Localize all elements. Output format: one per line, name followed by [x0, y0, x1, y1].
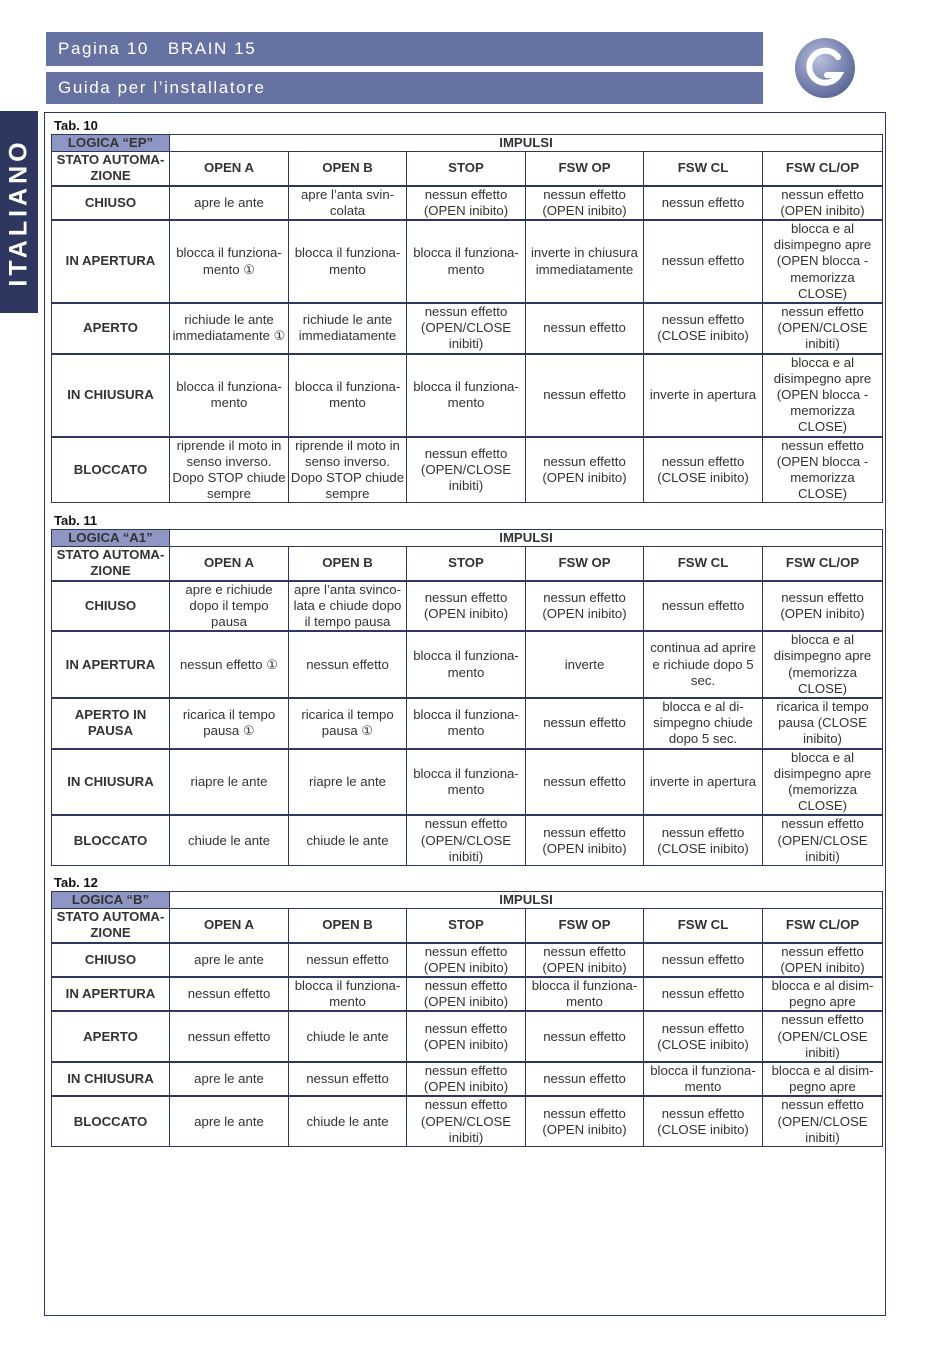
table-cell: nessun effetto: [526, 698, 644, 749]
row-state-label: IN APERTURA: [52, 220, 170, 303]
table-cell: nessun effetto (OPEN/CLOSE inibiti): [407, 1096, 526, 1146]
table-cell: nessun effetto (OPEN inibito): [407, 1062, 526, 1096]
table-cell: blocca e al disimpegno apre (memorizza CLOSE): [763, 631, 883, 698]
table-cell: blocca il funziona-mento: [289, 220, 407, 303]
column-header: OPEN B: [289, 909, 407, 943]
table-cell: riapre le ante: [289, 749, 407, 816]
table-cell: apre le ante: [170, 1062, 289, 1096]
table-cell: nessun effetto (OPEN inibito): [526, 581, 644, 632]
table-cell: blocca il funziona-mento: [407, 698, 526, 749]
table-cell: continua ad aprire e richiude dopo 5 sec.: [644, 631, 763, 698]
table-caption: Tab. 11: [54, 513, 98, 528]
brand-logo-icon: [794, 37, 856, 99]
table-row: [52, 437, 883, 503]
table-cell: inverte in apertura: [644, 354, 763, 437]
column-header: STOP: [407, 909, 526, 943]
table-cell: blocca il funziona-mento: [289, 977, 407, 1011]
language-side-tab: [0, 111, 38, 313]
table-cell: blocca e al disimpegno apre (OPEN blocca - memorizza CLOSE): [763, 220, 883, 303]
table-cell: nessun effetto (OPEN inibito): [526, 186, 644, 220]
table-cell: inverte in chiusura immediatamente: [526, 220, 644, 303]
impulsi-header: IMPULSI: [170, 892, 883, 909]
table-cell: nessun effetto (OPEN inibito): [526, 815, 644, 865]
table-row: [52, 631, 883, 698]
table-cell: blocca il funziona-mento: [289, 354, 407, 437]
language-label: ITALIANO: [4, 137, 33, 287]
table-cell: nessun effetto ①: [170, 631, 289, 698]
table-row: [52, 354, 883, 437]
table-cell: blocca e al disim-pegno apre: [763, 1062, 883, 1096]
table-cell: blocca il funziona-mento: [526, 977, 644, 1011]
table-cell: nessun effetto (OPEN inibito): [763, 186, 883, 220]
table-cell: nessun effetto (OPEN/CLOSE inibiti): [763, 815, 883, 865]
table-cell: blocca il funziona-mento ①: [170, 220, 289, 303]
logic-label: LOGICA “B”: [52, 892, 170, 909]
table-row: [52, 1011, 883, 1062]
document-subtitle: Guida per l’installatore: [58, 78, 266, 97]
column-header: STOP: [407, 152, 526, 186]
table-caption: Tab. 12: [54, 875, 98, 890]
table-cell: nessun effetto: [644, 977, 763, 1011]
table-cell: apre le ante: [170, 943, 289, 977]
row-state-label: BLOCCATO: [52, 437, 170, 503]
table-cell: blocca il funziona-mento: [407, 354, 526, 437]
table-cell: nessun effetto (OPEN inibito): [526, 1096, 644, 1146]
logic-label: LOGICA “EP”: [52, 135, 170, 152]
table-cell: riprende il moto in senso inverso. Dopo STOP chiude sempre: [170, 437, 289, 503]
column-header: STOP: [407, 547, 526, 581]
table-cell: nessun effetto: [526, 749, 644, 816]
state-column-header: STATO AUTOMA-ZIONE: [52, 909, 170, 943]
table-cell: blocca il funziona-mento: [407, 220, 526, 303]
table-cell: nessun effetto: [289, 631, 407, 698]
column-header: FSW CL: [644, 152, 763, 186]
column-header: FSW OP: [526, 152, 644, 186]
table-row: [52, 698, 883, 749]
table-cell: nessun effetto (OPEN inibito): [763, 581, 883, 632]
row-state-label: IN CHIUSURA: [52, 749, 170, 816]
table-cell: nessun effetto: [644, 943, 763, 977]
table-cell: nessun effetto: [526, 303, 644, 354]
row-state-label: IN CHIUSURA: [52, 1062, 170, 1096]
table-cell: apre le ante: [170, 1096, 289, 1146]
row-state-label: CHIUSO: [52, 581, 170, 632]
column-header: OPEN A: [170, 909, 289, 943]
table-cell: inverte: [526, 631, 644, 698]
table-cell: ricarica il tempo pausa (CLOSE inibito): [763, 698, 883, 749]
row-state-label: IN APERTURA: [52, 631, 170, 698]
table-cell: blocca e al di-simpegno chiude dopo 5 sec.: [644, 698, 763, 749]
table-cell: nessun effetto: [644, 186, 763, 220]
logic-table: [51, 891, 883, 1147]
table-cell: nessun effetto (OPEN inibito): [407, 186, 526, 220]
table-cell: nessun effetto (OPEN/CLOSE inibiti): [763, 1096, 883, 1146]
table-row: [52, 220, 883, 303]
row-state-label: CHIUSO: [52, 186, 170, 220]
logic-table: [51, 529, 883, 866]
table-cell: nessun effetto (CLOSE inibito): [644, 815, 763, 865]
column-header: FSW CL: [644, 547, 763, 581]
column-header: OPEN B: [289, 152, 407, 186]
column-header: OPEN A: [170, 152, 289, 186]
table-cell: nessun effetto (OPEN inibito): [526, 943, 644, 977]
table-cell: richiude le ante immediatamente: [289, 303, 407, 354]
column-header: OPEN B: [289, 547, 407, 581]
table-cell: chiude le ante: [289, 1096, 407, 1146]
table-cell: apre l’anta svinco-lata e chiude dopo il tempo pausa: [289, 581, 407, 632]
table-cell: riapre le ante: [170, 749, 289, 816]
table-row: [52, 815, 883, 865]
table-caption: Tab. 10: [54, 118, 98, 133]
table-cell: nessun effetto (OPEN/CLOSE inibiti): [763, 1011, 883, 1062]
column-header: FSW CL/OP: [763, 909, 883, 943]
state-column-header: STATO AUTOMA-ZIONE: [52, 152, 170, 186]
table-row: [52, 943, 883, 977]
table-cell: nessun effetto (CLOSE inibito): [644, 437, 763, 503]
page-label: Pagina 10 BRAIN 15: [58, 39, 257, 58]
table-cell: nessun effetto: [644, 581, 763, 632]
table-row: [52, 186, 883, 220]
table-cell: blocca e al disimpegno apre (memorizza CLOSE): [763, 749, 883, 816]
table-row: [52, 1096, 883, 1146]
table-cell: apre le ante: [170, 186, 289, 220]
table-cell: nessun effetto (OPEN inibito): [763, 943, 883, 977]
column-header: OPEN A: [170, 547, 289, 581]
page-header-bar: [46, 32, 763, 66]
subtitle-bar: [46, 72, 763, 104]
column-header: FSW OP: [526, 547, 644, 581]
table-row: [52, 1062, 883, 1096]
table-cell: nessun effetto (OPEN blocca - memorizza CLOSE): [763, 437, 883, 503]
state-column-header: STATO AUTOMA-ZIONE: [52, 547, 170, 581]
table-cell: apre l’anta svin-colata: [289, 186, 407, 220]
table-cell: ricarica il tempo pausa ①: [170, 698, 289, 749]
table-cell: nessun effetto: [289, 943, 407, 977]
row-state-label: BLOCCATO: [52, 1096, 170, 1146]
table-cell: nessun effetto: [644, 220, 763, 303]
table-cell: nessun effetto (OPEN inibito): [526, 437, 644, 503]
table-cell: nessun effetto (OPEN inibito): [407, 943, 526, 977]
table-cell: nessun effetto (OPEN inibito): [407, 581, 526, 632]
column-header: FSW CL: [644, 909, 763, 943]
table-cell: nessun effetto: [170, 977, 289, 1011]
impulsi-header: IMPULSI: [170, 530, 883, 547]
table-cell: nessun effetto: [526, 354, 644, 437]
column-header: FSW CL/OP: [763, 152, 883, 186]
table-cell: blocca e al disim-pegno apre: [763, 977, 883, 1011]
table-cell: blocca il funziona-mento: [170, 354, 289, 437]
table-row: [52, 749, 883, 816]
table-cell: inverte in apertura: [644, 749, 763, 816]
table-cell: apre e richiude dopo il tempo pausa: [170, 581, 289, 632]
table-cell: nessun effetto (OPEN/CLOSE inibiti): [407, 815, 526, 865]
row-state-label: IN CHIUSURA: [52, 354, 170, 437]
impulsi-header: IMPULSI: [170, 135, 883, 152]
column-header: FSW CL/OP: [763, 547, 883, 581]
table-row: [52, 581, 883, 632]
table-cell: nessun effetto (OPEN inibito): [407, 977, 526, 1011]
table-cell: chiude le ante: [289, 815, 407, 865]
table-cell: nessun effetto (CLOSE inibito): [644, 303, 763, 354]
table-cell: nessun effetto (OPEN/CLOSE inibiti): [763, 303, 883, 354]
row-state-label: APERTO: [52, 303, 170, 354]
row-state-label: BLOCCATO: [52, 815, 170, 865]
table-cell: nessun effetto (CLOSE inibito): [644, 1096, 763, 1146]
table-cell: chiude le ante: [170, 815, 289, 865]
table-cell: nessun effetto (OPEN inibito): [407, 1011, 526, 1062]
table-cell: chiude le ante: [289, 1011, 407, 1062]
table-cell: blocca il funziona-mento: [644, 1062, 763, 1096]
table-cell: nessun effetto (OPEN/CLOSE inibiti): [407, 303, 526, 354]
table-cell: blocca il funziona-mento: [407, 749, 526, 816]
table-cell: nessun effetto (OPEN/CLOSE inibiti): [407, 437, 526, 503]
row-state-label: APERTO: [52, 1011, 170, 1062]
row-state-label: IN APERTURA: [52, 977, 170, 1011]
table-cell: nessun effetto: [526, 1011, 644, 1062]
table-cell: blocca e al disimpegno apre (OPEN blocca - memorizza CLOSE): [763, 354, 883, 437]
table-cell: nessun effetto: [170, 1011, 289, 1062]
table-row: [52, 977, 883, 1011]
column-header: FSW OP: [526, 909, 644, 943]
table-cell: ricarica il tempo pausa ①: [289, 698, 407, 749]
table-cell: nessun effetto: [289, 1062, 407, 1096]
logic-table: [51, 134, 883, 503]
row-state-label: CHIUSO: [52, 943, 170, 977]
table-cell: nessun effetto (CLOSE inibito): [644, 1011, 763, 1062]
table-cell: riprende il moto in senso inverso. Dopo STOP chiude sempre: [289, 437, 407, 503]
table-row: [52, 303, 883, 354]
logic-label: LOGICA “A1”: [52, 530, 170, 547]
table-cell: nessun effetto: [526, 1062, 644, 1096]
row-state-label: APERTO IN PAUSA: [52, 698, 170, 749]
table-cell: richiude le ante immediatamente ①: [170, 303, 289, 354]
table-cell: blocca il funziona-mento: [407, 631, 526, 698]
